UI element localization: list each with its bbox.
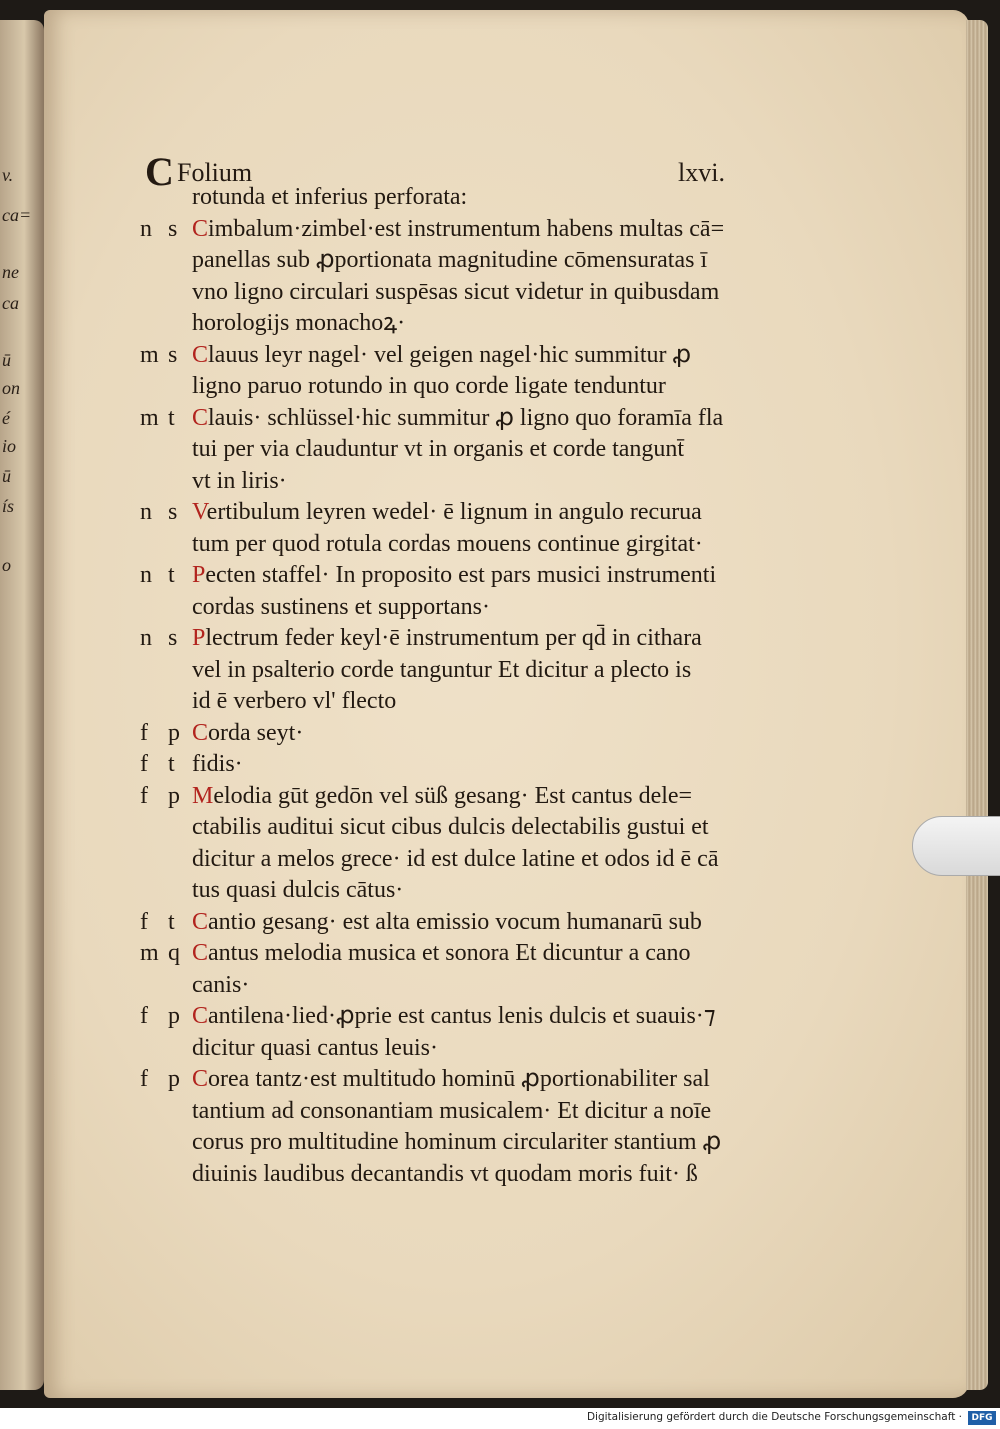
line-body: horologijs monachoꝝ·	[192, 310, 406, 336]
footer-credit: Digitalisierung gefördert durch die Deutsche Forschungsgemeinschaft ·	[586, 1411, 962, 1423]
margin-declension: t	[168, 562, 175, 588]
line-body: antus melodia musica et sonora Et dicuntur a cano	[208, 940, 691, 966]
left-page-fragment: o	[2, 555, 11, 575]
margin-gender: f	[140, 908, 148, 935]
line-text	[192, 592, 490, 624]
line-body: lauis· schlüssel·hic summitur ꝓ ligno quo foramīa fla	[208, 404, 724, 431]
margin-declension: p	[168, 1003, 180, 1029]
line-text	[192, 655, 691, 687]
line-body: elodia gūt gedōn vel süß gesang· Est cantus dele=	[213, 782, 693, 809]
margin-gender: n	[140, 562, 152, 588]
line-text	[192, 907, 702, 939]
text-line	[140, 907, 740, 939]
line-text	[192, 1096, 711, 1128]
line-body: imbalum·zimbel·est instrumentum habens multas cā=	[208, 215, 725, 242]
line-body: ecten staffel· In proposito est pars musici instrumenti	[205, 562, 717, 588]
margin-declension: s	[168, 625, 178, 651]
text-line	[140, 1096, 740, 1128]
margin-gender: m	[140, 341, 159, 368]
line-text	[192, 182, 467, 214]
margin-gender: n	[140, 215, 152, 242]
line-body: vel in psalterio corde tanguntur Et dicitur a plecto is	[192, 656, 692, 683]
line-body: tus quasi dulcis cātus·	[192, 877, 404, 903]
margin-declension: p	[168, 782, 180, 809]
line-body: dicitur a melos grece· id est dulce latine et odos id ē cā	[192, 845, 719, 872]
line-body: canis·	[192, 971, 250, 998]
line-text	[192, 1064, 710, 1096]
page-text	[140, 182, 740, 1190]
left-page-fragment: ne	[2, 262, 19, 282]
line-text	[192, 1159, 698, 1191]
line-text	[192, 403, 723, 435]
line-text	[192, 466, 287, 498]
text-line	[140, 812, 740, 844]
margin-declension: s	[168, 341, 178, 368]
text-line	[140, 308, 740, 340]
line-body: ctabilis auditui sicut cibus dulcis delectabilis gustui et	[192, 814, 709, 840]
line-body: orda seyt·	[208, 719, 304, 746]
text-line	[140, 970, 740, 1002]
margin-gender: f	[140, 1003, 148, 1029]
text-line	[140, 1159, 740, 1191]
margin-declension: t	[168, 751, 175, 777]
folio-number: lxvi.	[678, 158, 725, 187]
left-page-fragment: é	[2, 408, 10, 428]
text-line	[140, 434, 740, 466]
line-text	[192, 844, 718, 876]
text-line	[140, 340, 740, 372]
line-text	[192, 371, 666, 403]
margin-gender: f	[140, 719, 148, 746]
line-body: panellas sub ꝓportionata magnitudine cōmensuratas ī	[192, 247, 708, 273]
text-line	[140, 875, 740, 907]
line-text	[192, 214, 724, 246]
rubricated-initial: M	[192, 782, 214, 809]
rubricated-initial: C	[192, 1003, 209, 1029]
text-line	[140, 655, 740, 687]
left-page-fragment: ca	[2, 293, 19, 313]
text-line	[140, 1001, 740, 1033]
left-page-fragment: on	[2, 378, 20, 398]
header-word: Folium	[177, 158, 253, 187]
text-line	[140, 560, 740, 592]
margin-declension: p	[168, 1066, 180, 1092]
page-edges	[966, 20, 988, 1390]
line-body: rotunda et inferius perforata:	[192, 184, 468, 210]
text-line	[140, 1127, 740, 1159]
text-line	[140, 403, 740, 435]
text-line	[140, 529, 740, 561]
rubricated-initial: C	[192, 404, 209, 431]
rubricated-initial: P	[192, 562, 206, 588]
line-body: antio gesang· est alta emissio vocum humanarū sub	[208, 908, 702, 935]
left-page-fragment: io	[2, 436, 17, 456]
line-body: antilena·lied·ꝓprie est cantus lenis dulcis et suauis·⁊	[208, 1003, 716, 1029]
text-line	[140, 718, 740, 750]
margin-declension: t	[168, 404, 175, 431]
rubricated-initial: P	[192, 625, 206, 651]
line-text	[192, 434, 684, 466]
margin-declension: q	[168, 940, 180, 966]
line-text	[192, 1033, 438, 1065]
text-line	[140, 277, 740, 309]
left-page-fragment: ca=	[2, 205, 32, 225]
line-text	[192, 497, 702, 529]
rubricated-initial: C	[192, 940, 209, 966]
text-line	[140, 497, 740, 529]
footer-bar	[0, 1408, 1000, 1429]
text-line	[140, 371, 740, 403]
left-page-fragment: ū	[2, 466, 11, 486]
rubricated-initial: C	[192, 341, 209, 368]
margin-gender: n	[140, 625, 152, 651]
rubricated-initial: C	[192, 1066, 209, 1092]
text-line	[140, 686, 740, 718]
text-line	[140, 245, 740, 277]
line-text	[192, 938, 691, 970]
text-line	[140, 844, 740, 876]
line-body: orea tantz·est multitudo hominū ꝓportionabiliter sal	[208, 1066, 710, 1092]
left-page-fragment: ís	[2, 496, 15, 516]
text-line	[140, 623, 740, 655]
line-body: vno ligno circulari suspēsas sicut videtur in quibusdam	[192, 278, 720, 305]
text-line	[140, 1064, 740, 1096]
margin-declension: s	[168, 215, 178, 242]
left-page-fragment: v.	[2, 165, 14, 185]
margin-gender: f	[140, 1066, 148, 1092]
margin-gender: f	[140, 782, 148, 809]
text-line	[140, 1033, 740, 1065]
line-body: lauus leyr nagel· vel geigen nagel·hic summitur ꝓ	[208, 341, 692, 368]
line-text	[192, 686, 396, 718]
line-text	[192, 623, 702, 655]
line-body: diuinis laudibus decantandis vt quodam moris fuit· ß	[192, 1160, 698, 1187]
margin-gender: f	[140, 751, 148, 777]
margin-declension: p	[168, 719, 180, 746]
text-line	[140, 214, 740, 246]
line-text	[192, 1127, 721, 1159]
line-body: ligno paruo rotundo in quo corde ligate tenduntur	[192, 373, 666, 399]
line-text	[192, 340, 691, 372]
line-text	[192, 1001, 716, 1033]
rubricated-initial: C	[192, 215, 209, 242]
line-text	[192, 560, 716, 592]
text-line	[140, 182, 740, 214]
line-body: fidis·	[192, 751, 243, 777]
text-line	[140, 466, 740, 498]
line-body: ertibulum leyren wedel· ē lignum in angulo recurua	[206, 499, 702, 525]
line-text	[192, 529, 703, 561]
text-line	[140, 592, 740, 624]
line-body: tum per quod rotula cordas mouens continue girgitat·	[192, 530, 703, 557]
rubricated-initial: C	[192, 719, 209, 746]
rubricated-initial: V	[192, 499, 207, 525]
left-page-fragment: ū	[2, 350, 11, 370]
line-body: tui per via clauduntur vt in organis et corde tangunt̄	[192, 436, 685, 462]
text-line	[140, 781, 740, 813]
line-text	[192, 812, 709, 844]
line-text	[192, 875, 403, 907]
line-text	[192, 245, 707, 277]
line-text	[192, 277, 719, 309]
line-body: tantium ad consonantiam musicalem· Et dicitur a noīe	[192, 1097, 712, 1124]
margin-gender: m	[140, 404, 159, 431]
line-text	[192, 718, 303, 750]
line-body: dicitur quasi cantus leuis·	[192, 1034, 438, 1061]
line-text	[192, 749, 243, 781]
line-text	[192, 970, 249, 1002]
line-text	[192, 308, 405, 340]
line-body: lectrum feder keyl·ē instrumentum per qd̄ in cithara	[205, 625, 702, 651]
left-page-edge	[0, 20, 44, 1390]
text-line	[140, 938, 740, 970]
margin-declension: t	[168, 908, 175, 935]
rubricated-initial: C	[192, 908, 209, 935]
bookmark-tab	[912, 816, 1000, 876]
margin-gender: n	[140, 499, 152, 525]
line-body: corus pro multitudine hominum circulariter stantium ꝓ	[192, 1129, 722, 1155]
line-text	[192, 781, 692, 813]
paragraph-mark: C	[145, 149, 174, 194]
line-body: cordas sustinens et supportans·	[192, 593, 490, 620]
margin-declension: s	[168, 499, 178, 525]
line-body: id ē verbero vl' flecto	[192, 688, 397, 714]
text-line	[140, 749, 740, 781]
margin-gender: m	[140, 940, 159, 966]
line-body: vt in liris·	[192, 467, 287, 494]
dfg-logo: DFG	[968, 1411, 996, 1425]
